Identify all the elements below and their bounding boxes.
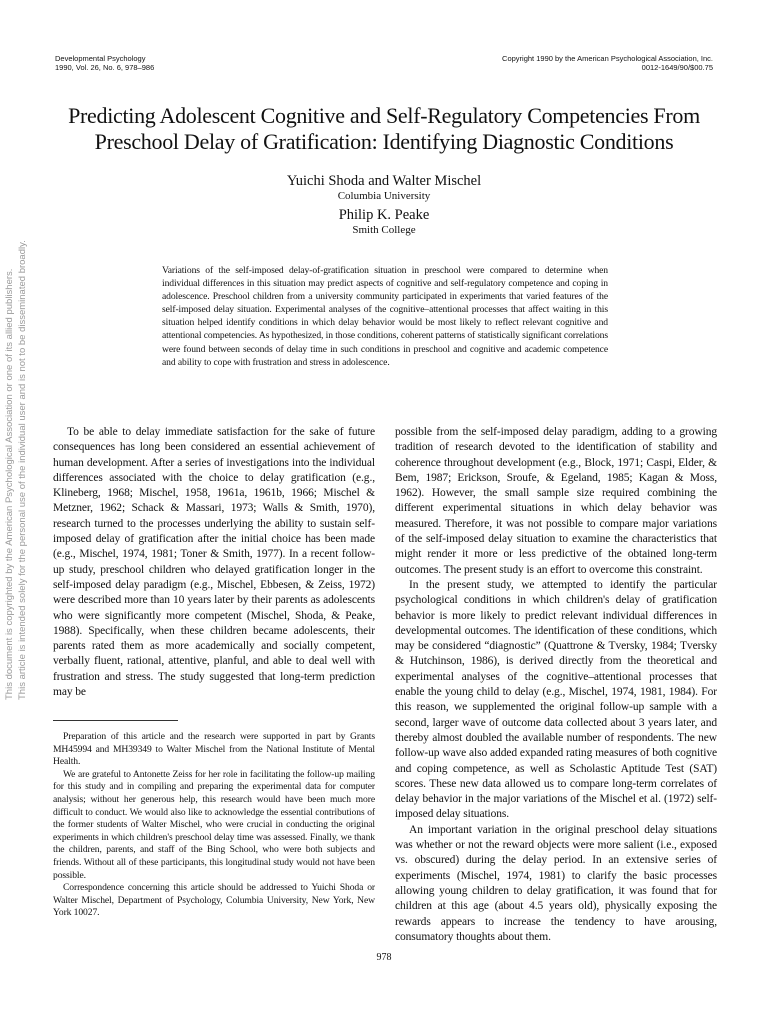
author-affiliation: Smith College bbox=[352, 224, 416, 236]
article-title bbox=[40, 103, 728, 155]
title-line-2: Preschool Delay of Gratification: Identifying Diagnostic Conditions bbox=[94, 129, 674, 154]
sidebar-copyright-line: This document is copyrighted by the American Psychological Association or one of its allied publishers. bbox=[4, 268, 15, 700]
journal-header bbox=[55, 54, 154, 72]
abstract: Variations of the self-imposed delay-of-gratification situation in preschool were compared to determine when individual differences in this situation may predict aspects of cognitive and self-regulatory competence and coping in adolescence. Preschool children from a university community participated in experiments that varied features of the self-imposed delay situation. Experimental analyses of the cognitive–attentional processes that affect waiting in this situation helped identify conditions in which delay behavior would be most likely to reflect relevant cognitive and attentional competencies. As hypothesized, in those conditions, coherent patterns of statistically significant correlations were found between seconds of delay time in such conditions in preschool and cognitive and academic competence and ability to cope with frustration and stress in adolescence. bbox=[162, 265, 608, 368]
page-number: 978 bbox=[376, 952, 392, 963]
body-paragraph: To be able to delay immediate satisfaction for the sake of future consequences has long been considered an essential achievement of human development. After a series of investigations into the individual differences associated with the choice to delay gratification (e.g., Klineberg, 1968; Mischel, 1958, 1961a, 1961b, 1966; Mischel & Metzner, 1962; Schack & Massari, 1973; Walls & Smith, 1970), research turned to the processes underlying the ability to sustain self-imposed delay of gratification after the initial choice has been made (e.g., Mischel, 1974, 1981; Toner & Smith, 1977). In a recent follow-up study, preschool children who delayed gratification longer in the self-imposed delay paradigm (e.g., Mischel, Ebbesen, & Zeiss, 1972) were described more than 10 years later by their parents as adolescents who were significantly more competent (Mischel, Shoda, & Peake, 1988). Specifically, when these children became adolescents, their parents rated them as more academically and socially competent, verbally fluent, rational, attentive, planful, and able to deal well with frustration and stress. The study suggested that long-term prediction may be bbox=[53, 426, 375, 699]
footnotes bbox=[53, 731, 375, 920]
author-block-2 bbox=[0, 207, 768, 237]
footnote-acknowledgments: We are grateful to Antonette Zeiss for her role in facilitating the follow-up mailing for this study and in compiling and preparing the experimental data for computer analysis; without her generous help, this research would have been much more difficult to conduct. We would also like to acknowledge the essential contributions of the former students of Walter Mischel, who were crucial in conducting the original experiments in which children's preschool delay time was assessed. Finally, we thank the children, parents, and staff of the Bing School, who were both subjects and friends. Without all of these participants, this longitudinal study would not have been possible. bbox=[53, 768, 375, 881]
issn-price: 0012-1649/90/$00.75 bbox=[641, 63, 713, 72]
author-block-1 bbox=[0, 173, 768, 203]
sidebar-usage-line: This article is intended solely for the personal use of the individual user and is not to be disseminated broadly. bbox=[17, 240, 28, 700]
body-paragraph: possible from the self-imposed delay paradigm, adding to a growing tradition of research devoted to the identification of stability and coherence throughout development (e.g., Block, 1971; Caspi, Elder, & Bem, 1987; Erickson, Sroufe, & Egeland, 1985; Kagan & Moss, 1962). However, the small sample size required combining the different experimental situations in which delay behavior was measured. Therefore, it was not possible to compare major variations of the self-imposed delay situation to examine the characteristics that might render it more or less predictive of the obtained long-term outcomes. The present study is an effort to overcome this constraint. bbox=[395, 426, 717, 576]
body-paragraph: An important variation in the original preschool delay situations was whether or not the reward objects were more salient (i.e., exposed vs. obscured) during the delay period. In an extensive series of experiments (Mischel, 1974, 1981) to clarify the basic processes allowing young children to delay gratification, it was found that for children at this age (about 4.5 years old), physically exposing the rewards appears to increase the tendency to have arousing, consumatory thoughts about them. bbox=[395, 823, 717, 943]
author-names: Philip K. Peake bbox=[338, 207, 430, 223]
author-names: Yuichi Shoda and Walter Mischel bbox=[286, 173, 482, 189]
copyright-sidebar bbox=[4, 240, 29, 700]
copyright-header bbox=[502, 54, 713, 72]
copyright-notice: Copyright 1990 by the American Psychological Association, Inc. bbox=[502, 54, 713, 63]
footnote-funding: Preparation of this article and the research were supported in part by Grants MH45994 and MH39349 to Walter Mischel from the National Institute of Mental Health. bbox=[53, 731, 375, 768]
volume-info: 1990, Vol. 26, No. 6, 978–986 bbox=[55, 63, 155, 72]
author-affiliation: Columbia University bbox=[337, 190, 431, 202]
right-column bbox=[395, 425, 717, 945]
body-paragraph: In the present study, we attempted to identify the particular psychological conditions in which children's delay of gratification behavior is more likely to predict relevant individual differences in developmental outcomes. The identification of these conditions, which may be considered “diagnostic” (Quattrone & Tversky, 1984; Tversky & Hutchinson, 1986), is derived directly from the theoretical and experimental analyses of the cognitive–attentional processes that enable the young child to delay (e.g., Mischel, 1974, 1981, 1984). For this reason, we supplemented the original follow-up sample with a second, larger wave of outcome data collected about 3 years later, and thereby almost doubled the available number of respondents. The new follow-up wave also added expanded rating measures of both cognitive and coping competence, as well as Scholastic Aptitude Test (SAT) scores. These new data allowed us to compare long-term correlates of delay behavior in the major variations of the Mischel et al. (1972) self-imposed delay situations. bbox=[395, 578, 717, 821]
title-line-1: Predicting Adolescent Cognitive and Self-Regulatory Competencies From bbox=[68, 103, 700, 128]
footnote-correspondence: Correspondence concerning this article should be addressed to Yuichi Shoda or Walter Mischel, Department of Psychology, Columbia University, New York, New York 10027. bbox=[53, 882, 375, 919]
left-column bbox=[53, 425, 375, 700]
journal-name: Developmental Psychology bbox=[55, 54, 146, 63]
footnote-divider bbox=[53, 720, 178, 721]
